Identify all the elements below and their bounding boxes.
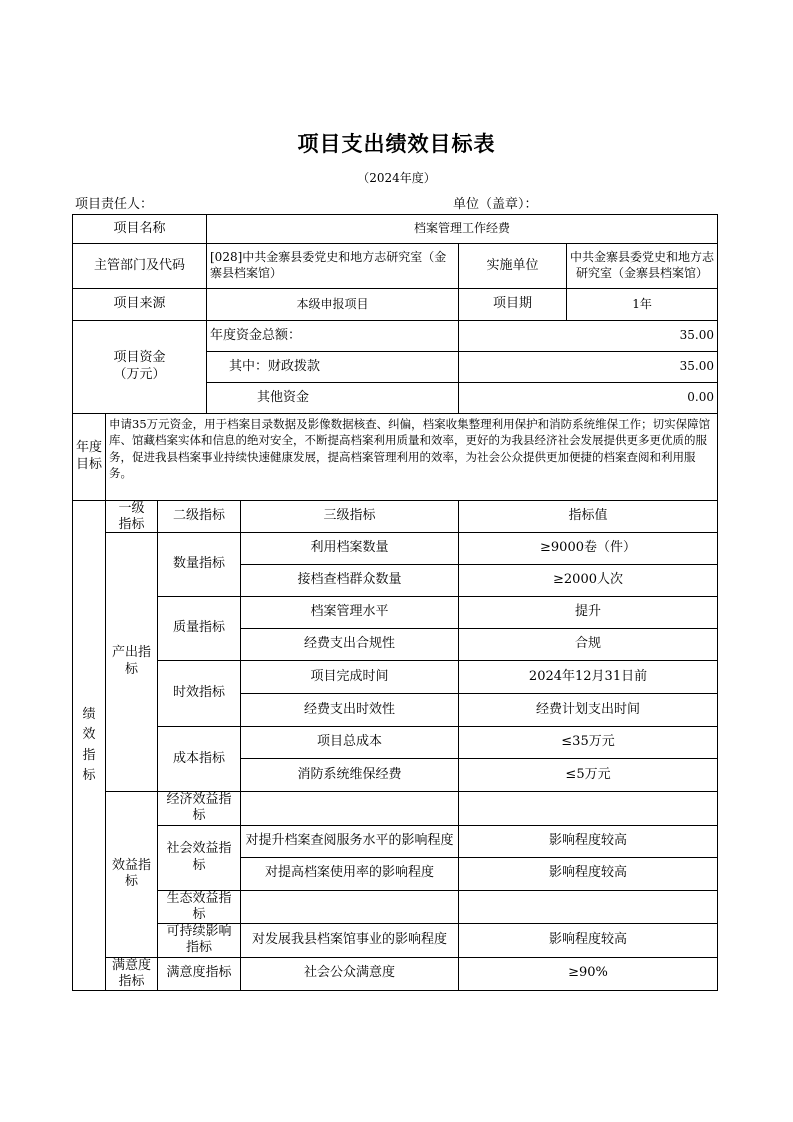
table-row [73, 533, 718, 565]
funds-label: 项目资金 （万元） [73, 321, 207, 414]
header-level1: 一级 指标 [106, 501, 158, 533]
indicator-name: 档案管理水平 [241, 597, 459, 629]
satisfaction-indicator-label: 满意度 指标 [106, 957, 158, 991]
indicator-value [459, 890, 718, 924]
cost-indicator-label: 成本指标 [158, 727, 241, 792]
unit-seal-label: 单位（盖章）： [453, 197, 538, 212]
dept-value: [028]中共金寨县委党史和地方志研究室（金寨县档案馆） [207, 244, 459, 289]
table-row [73, 727, 718, 759]
indicator-name: 对提高档案使用率的影响程度 [241, 857, 459, 890]
indicator-value: 合规 [459, 629, 718, 661]
table-row [73, 825, 718, 857]
indicator-name [241, 890, 459, 924]
indicator-value: ≤35万元 [459, 727, 718, 759]
indicator-value: 影响程度较高 [459, 924, 718, 958]
benefit-indicator-label: 效益指 标 [106, 792, 158, 958]
indicator-name: 项目完成时间 [241, 661, 459, 694]
indicator-name: 消防系统维保经费 [241, 759, 459, 792]
indicator-value: 影响程度较高 [459, 857, 718, 890]
row-perf-header [73, 501, 718, 533]
indicator-name: 经费支出时效性 [241, 694, 459, 727]
indicator-name: 接档查档群众数量 [241, 565, 459, 597]
indicator-name: 利用档案数量 [241, 533, 459, 565]
source-value: 本级申报项目 [207, 289, 459, 321]
funds-other-value: 0.00 [459, 383, 718, 414]
social-indicator-label: 社会效益指 标 [158, 825, 241, 890]
indicator-value: ≥9000卷（件） [459, 533, 718, 565]
header-level2: 二级指标 [158, 501, 241, 533]
perf-indicator-label: 绩 效 指 标 [73, 501, 106, 991]
funds-total-label: 年度资金总额： [207, 321, 459, 352]
indicator-value: 提升 [459, 597, 718, 629]
indicator-value: ≤5万元 [459, 759, 718, 792]
funds-fiscal-value: 35.00 [459, 352, 718, 383]
row-department [73, 244, 718, 289]
indicator-name: 社会公众满意度 [241, 957, 459, 991]
funds-other-label: 其他资金 [207, 383, 459, 414]
table-row [73, 792, 718, 826]
source-label: 项目来源 [73, 289, 207, 321]
annual-goal-label: 年度 目标 [73, 414, 106, 501]
row-annual-goal [73, 414, 718, 501]
row-funds-total [73, 321, 718, 352]
table-row [73, 597, 718, 629]
project-name-label: 项目名称 [73, 215, 207, 244]
header-value: 指标值 [459, 501, 718, 533]
table-row [73, 924, 718, 958]
responsible-person-label: 项目责任人： [75, 197, 154, 212]
satisfaction-sub-label: 满意度指标 [158, 957, 241, 991]
indicator-name: 经费支出合规性 [241, 629, 459, 661]
indicator-value: 影响程度较高 [459, 825, 718, 857]
indicator-value: 经费计划支出时间 [459, 694, 718, 727]
row-source [73, 289, 718, 321]
header-level3: 三级指标 [241, 501, 459, 533]
indicator-name: 对提升档案查阅服务水平的影响程度 [241, 825, 459, 857]
indicator-value: ≥90% [459, 957, 718, 991]
funds-fiscal-label: 其中：财政拨款 [207, 352, 459, 383]
fiscal-year: （2024年度） [357, 171, 436, 185]
project-name-value: 档案管理工作经费 [207, 215, 718, 244]
ecological-indicator-label: 生态效益指 标 [158, 890, 241, 924]
annual-goal-text: 申请35万元资金，用于档案目录数据及影像数据核查、纠偏，档案收集整理利用保护和消防系统维保工作；切实保障馆库、馆藏档案实体和信息的绝对安全，不断提高档案利用质量和效率，更好的为我县经济社会发展提供更多更优质的服务，促进我县档案事业持续快速健康发展，提高档案管理利用的效率，为社会公众提供更加便捷的档案查阅和利用服务。 [106, 414, 718, 501]
performance-table [72, 214, 718, 991]
table-row [73, 890, 718, 924]
output-indicator-label: 产出指 标 [106, 533, 158, 792]
quality-indicator-label: 质量指标 [158, 597, 241, 661]
row-project-name [73, 215, 718, 244]
quantity-indicator-label: 数量指标 [158, 533, 241, 597]
table-row [73, 957, 718, 991]
indicator-name: 对发展我县档案馆事业的影响程度 [241, 924, 459, 958]
indicator-value: 2024年12月31日前 [459, 661, 718, 694]
economic-indicator-label: 经济效益指 标 [158, 792, 241, 826]
dept-label: 主管部门及代码 [73, 244, 207, 289]
table-row [73, 661, 718, 694]
indicator-name: 项目总成本 [241, 727, 459, 759]
period-value: 1年 [567, 289, 718, 321]
indicator-value: ≥2000人次 [459, 565, 718, 597]
period-label: 项目期 [459, 289, 567, 321]
indicator-value [459, 792, 718, 826]
funds-total-value: 35.00 [459, 321, 718, 352]
indicator-name [241, 792, 459, 826]
impl-unit-label: 实施单位 [459, 244, 567, 289]
timeliness-indicator-label: 时效指标 [158, 661, 241, 727]
sustainability-indicator-label: 可持续影响 指标 [158, 924, 241, 958]
page-title: 项目支出绩效目标表 [297, 132, 496, 156]
impl-unit-value: 中共金寨县委党史和地方志研究室（金寨县档案馆） [567, 244, 718, 289]
